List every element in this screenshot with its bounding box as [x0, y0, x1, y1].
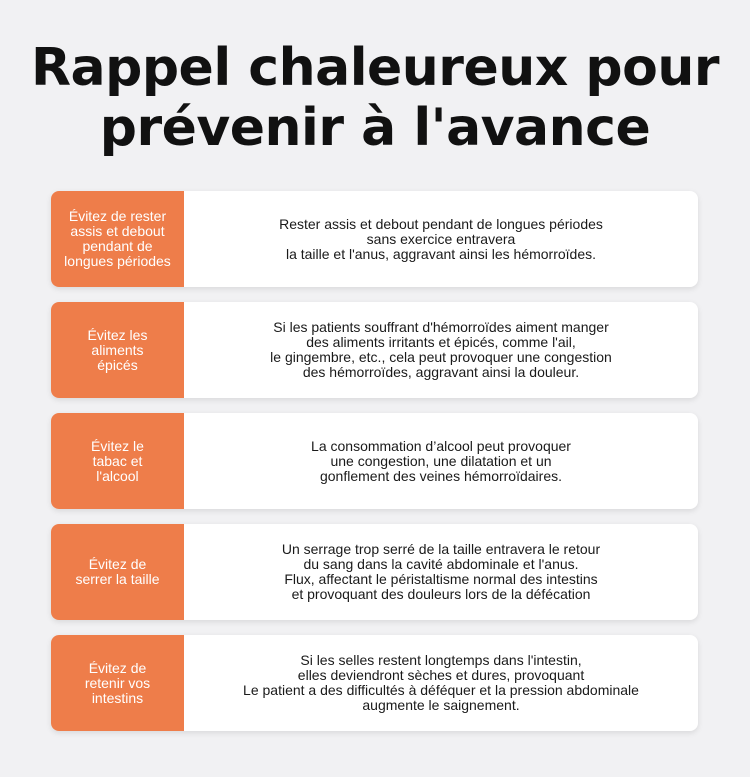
- tip-card-spicy-food: [51, 302, 698, 398]
- tip-label-box: [51, 524, 184, 620]
- tip-description-box: [184, 524, 698, 620]
- page-title: [0, 38, 750, 158]
- tip-label: Évitez de serrer la taille: [75, 556, 160, 587]
- tip-description: Un serrage trop serré de la taille entravera le retour du sang dans la cavité abdominale et l'anus. Flux, affectant le péristaltisme normal des intestins et provoquant des douleurs lors de la défécation: [281, 541, 601, 602]
- title-line-1: Rappel chaleureux pour: [30, 38, 719, 98]
- tip-card-tobacco-alcohol: [51, 413, 698, 509]
- tips-list: [51, 191, 698, 746]
- tip-label-box: [51, 302, 184, 398]
- tip-label-box: [51, 191, 184, 287]
- tip-description-box: [184, 191, 698, 287]
- tip-label: Évitez les aliments épicés: [87, 326, 148, 373]
- tip-card-sitting: [51, 191, 698, 287]
- tip-description: Rester assis et debout pendant de longues périodes sans exercice entravera la taille et l'anus, aggravant ainsi les hémorroïdes.: [279, 215, 603, 262]
- tip-description-box: [184, 302, 698, 398]
- tip-label: Évitez de retenir vos intestins: [84, 659, 151, 706]
- tip-label-box: [51, 635, 184, 731]
- tip-description: La consommation d’alcool peut provoquer une congestion, une dilatation et un gonflement des veines hémorroïdaires.: [311, 437, 571, 484]
- tip-label: Évitez le tabac et l'alcool: [91, 437, 144, 484]
- tip-description: Si les patients souffrant d'hémorroïdes aiment manger des aliments irritants et épicés, comme l'ail, le gingembre, etc., cela peut provoquer une congestion des hémorroïdes, aggravant ainsi la douleur.: [270, 319, 612, 380]
- tip-description: Si les selles restent longtemps dans l'intestin, elles deviendront sèches et dures, provoquant Le patient a des difficultés à déféquer et la pression abdominale augmente le saignement.: [243, 652, 639, 713]
- title-line-2: prévenir à l'avance: [99, 98, 651, 158]
- tip-card-waist: [51, 524, 698, 620]
- tip-card-bowels: [51, 635, 698, 731]
- tip-label: Évitez de rester assis et debout pendant de longues périodes: [64, 208, 171, 269]
- tip-description-box: [184, 413, 698, 509]
- tip-description-box: [184, 635, 698, 731]
- tip-label-box: [51, 413, 184, 509]
